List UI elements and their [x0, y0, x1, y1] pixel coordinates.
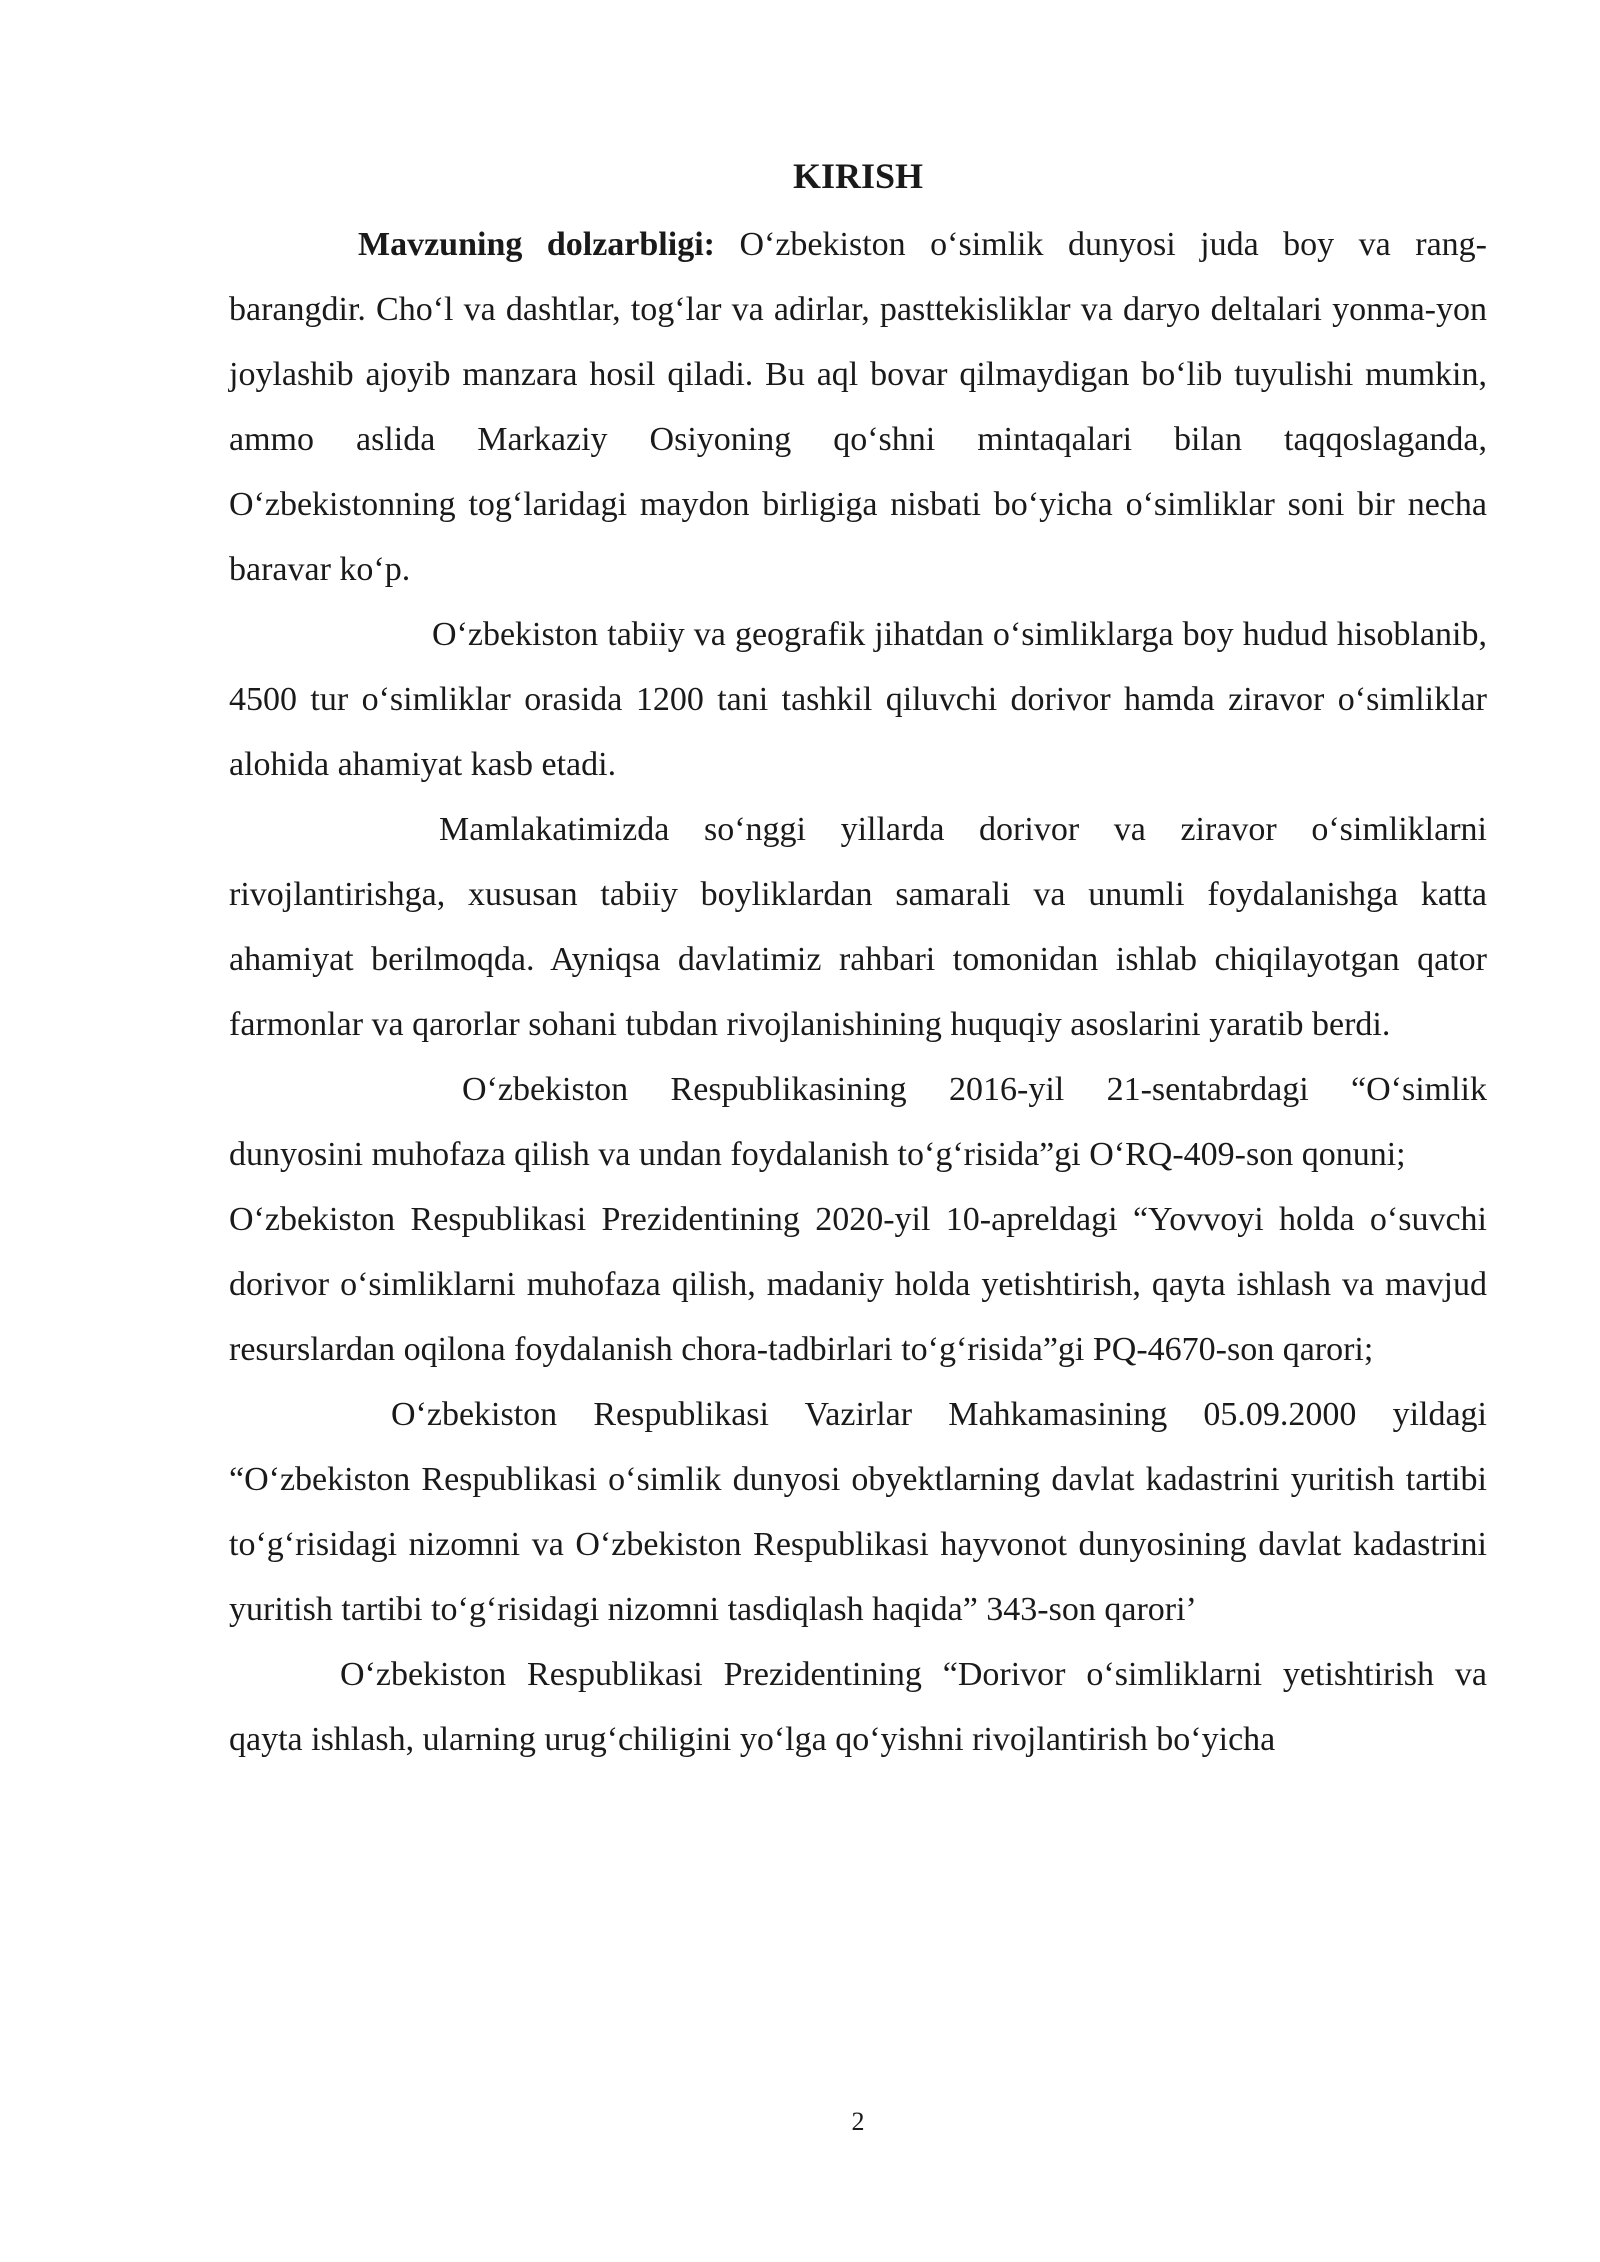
paragraph-decree-medicinal — [229, 1642, 1487, 1772]
paragraph-text: O‘zbekiston Respublikasi Vazirlar Mahkamasining 05.09.2000 yildagi “O‘zbekiston Respublikasi o‘simlik dunyosi obyektlarning davlat kadastrini yuritish tartibi to‘g‘risidagi nizomni va O‘zbekiston Respublikasi hayvonot dunyosining davlat kadastrini yuritish tartibi to‘g‘risidagi nizomni tasdiqlash haqida” 343-son qarori’ — [229, 1396, 1487, 1628]
paragraph-text: O‘zbekiston tabiiy va geografik jihatdan o‘simliklarga boy hudud hisoblanib, 4500 tur o‘simliklar orasida 1200 tani tashkil qiluvchi dorivor hamda ziravor o‘simliklar alohida ahamiyat kasb etadi. — [229, 616, 1487, 783]
paragraph-text: O‘zbekiston Respublikasining 2016-yil 21-sentabrdagi “O‘simlik dunyosini muhofaza qilish va undan foydalanish to‘g‘risida”gi O‘RQ-409-son qonuni; — [229, 1071, 1487, 1173]
paragraph-text: Mamlakatimizda so‘nggi yillarda dorivor va ziravor o‘simliklarni rivojlantirishga, xususan tabiiy boyliklardan samarali va unumli foydalanishga katta ahamiyat berilmoqda. Ayniqsa davlatimiz rahbari tomonidan ishlab chiqilayotgan qator farmonlar va qarorlar sohani tubdan rivojlanishining huquqiy asoslarini yaratib berdi. — [229, 811, 1487, 1043]
paragraph-resolution-2000 — [229, 1382, 1487, 1642]
paragraph-development — [229, 797, 1487, 1057]
document-page — [229, 0, 1487, 2262]
paragraph-lead: Mavzuning dolzarbligi: — [358, 226, 715, 263]
page-title: KIRISH — [792, 156, 924, 196]
paragraph-relevance — [229, 212, 1487, 602]
paragraph-decree-2020 — [229, 1187, 1487, 1382]
page-number: 2 — [851, 2107, 865, 2136]
paragraph-text: O‘zbekiston Respublikasi Prezidentining 2020-yil 10-apreldagi “Yovvoyi holda o‘suvchi dorivor o‘simliklarni muhofaza qilish, madaniy holda yetishtirish, qayta ishlash va mavjud resurslardan oqilona foydalanish chora-tadbirlari to‘g‘risida”gi PQ-4670-son qarori; — [229, 1201, 1487, 1368]
body-text — [229, 212, 1487, 1772]
paragraph-flora — [229, 602, 1487, 797]
paragraph-law-2016 — [229, 1057, 1487, 1187]
paragraph-text: O‘zbekiston Respublikasi Prezidentining “Dorivor o‘simliklarni yetishtirish va qayta ishlash, ularning urug‘chiligini yo‘lga qo‘yishni rivojlantirish bo‘yicha — [229, 1656, 1487, 1758]
paragraph-text: O‘zbekiston o‘simlik dunyosi juda boy va rang-barangdir. Cho‘l va dashtlar, tog‘lar va adirlar, pasttekisliklar va daryo deltalari yonma-yon joylashib ajoyib manzara hosil qiladi. Bu aql bovar qilmaydigan bo‘lib tuyulishi mumkin, ammo aslida Markaziy Osiyoning qo‘shni mintaqalari bilan taqqoslaganda, O‘zbekistonning tog‘laridagi maydon birligiga nisbati bo‘yicha o‘simliklar soni bir necha baravar ko‘p. — [229, 226, 1488, 588]
